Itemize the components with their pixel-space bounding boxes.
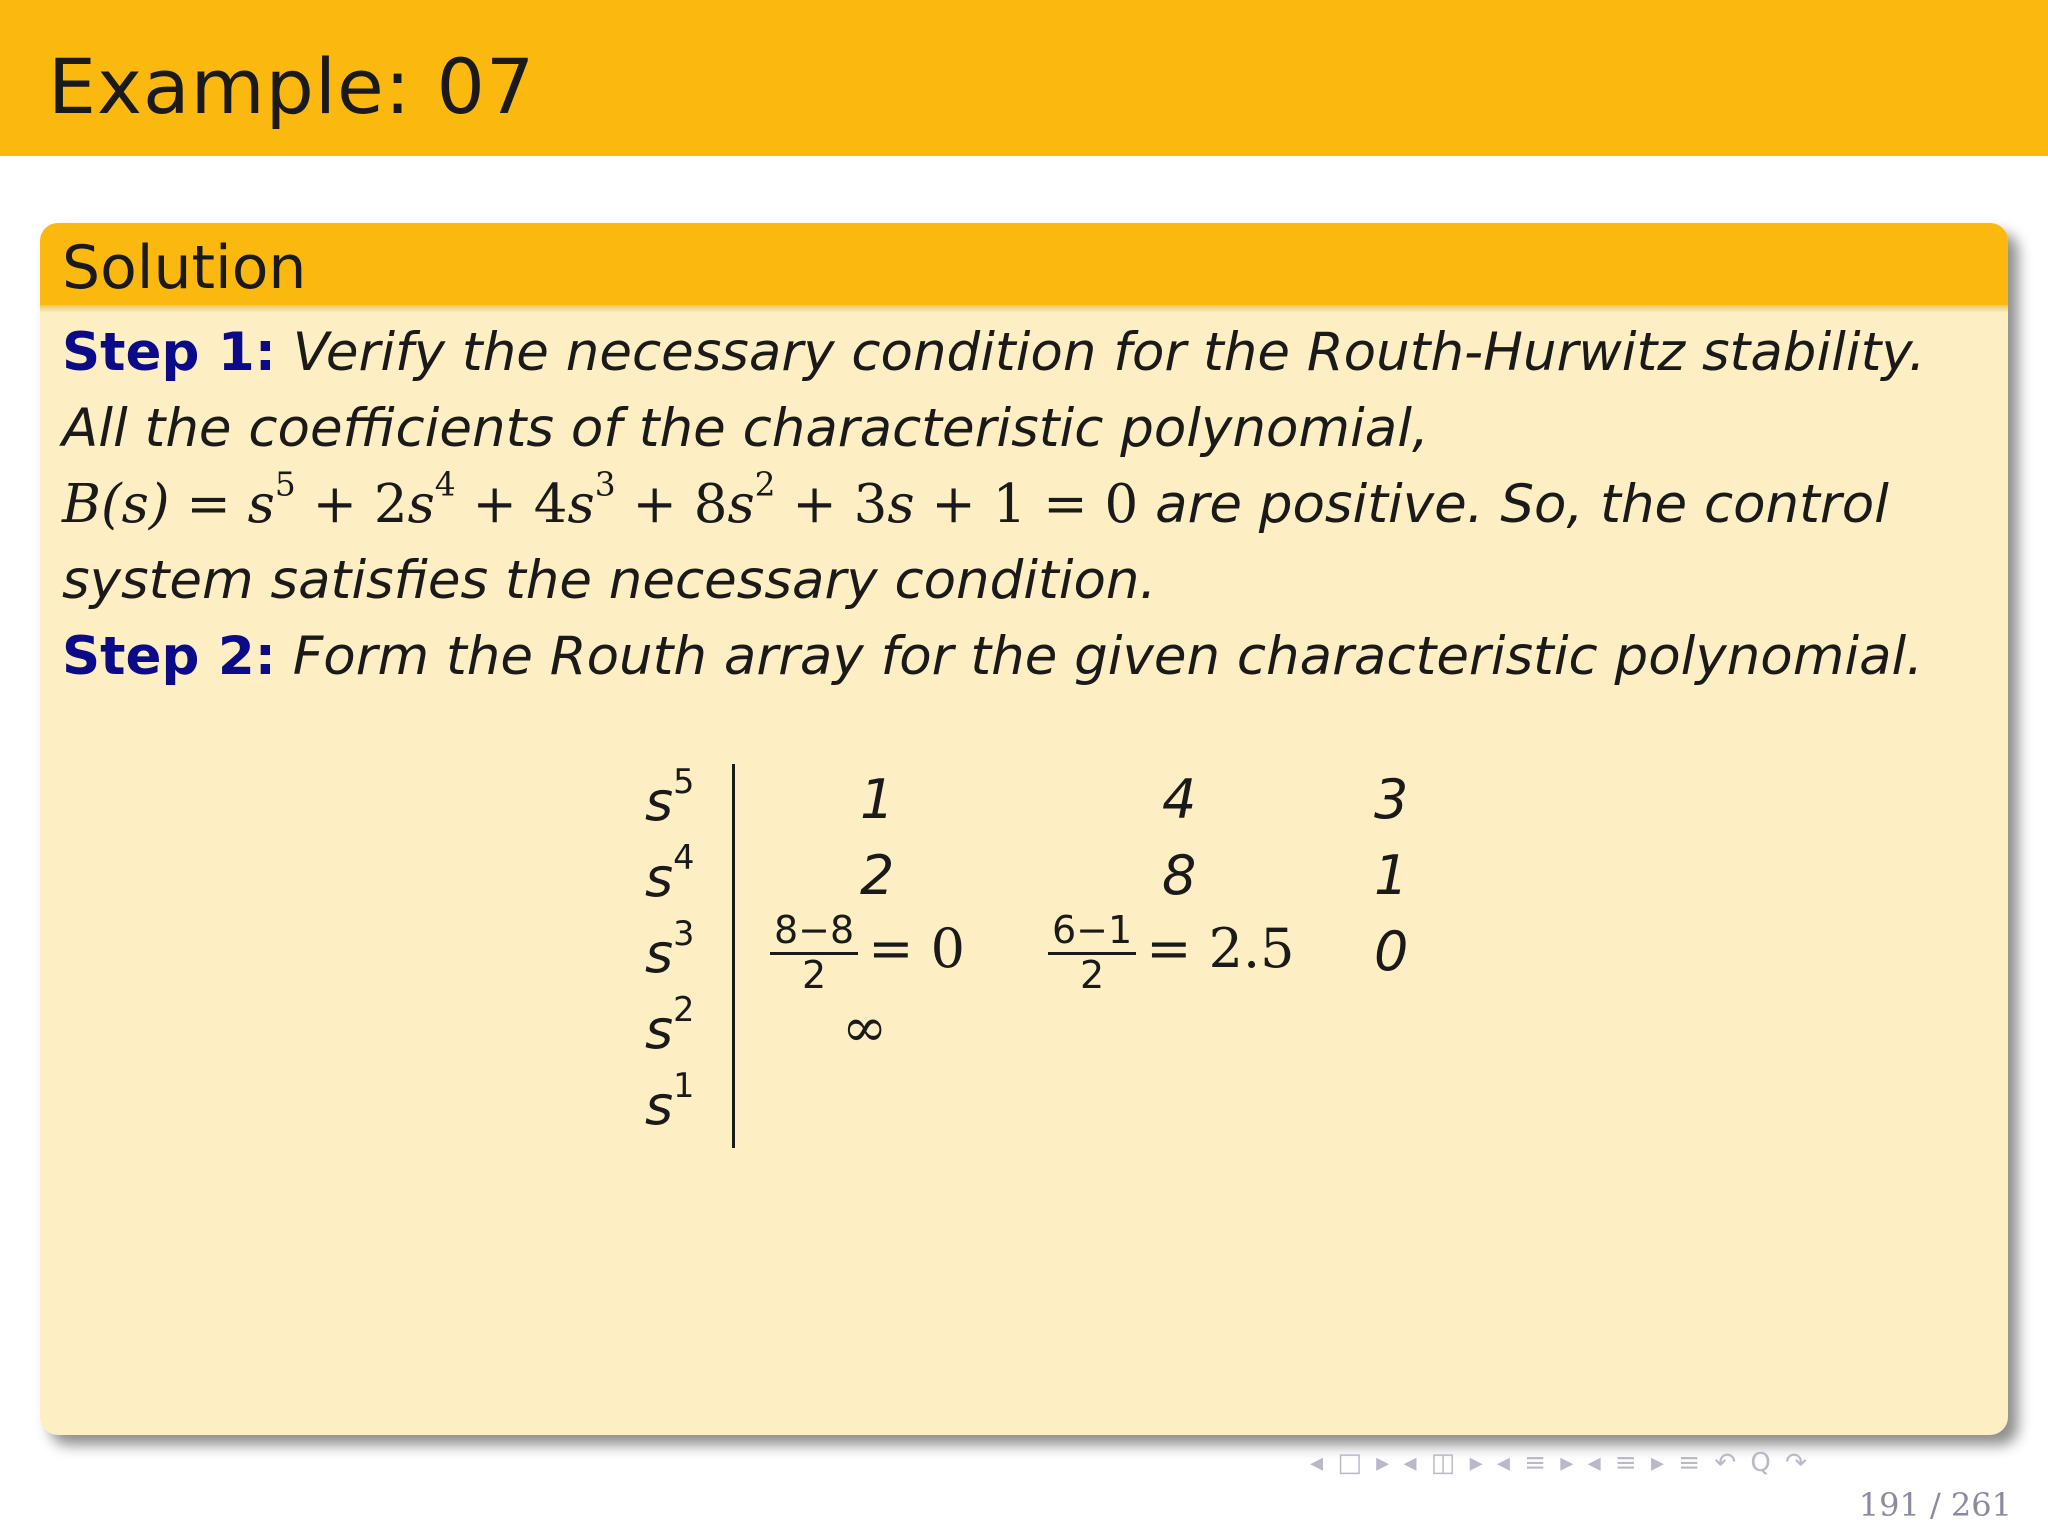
routh-cell: 4	[1162, 768, 1197, 831]
fraction: $\frac{8-8}{2}$	[770, 910, 858, 995]
row-label-s4: $s^4$	[645, 838, 695, 909]
routh-cell: 1	[1374, 844, 1409, 907]
slide-title: Example: 07	[48, 42, 536, 131]
polynomial-conclusion: are positive. So, the control	[1155, 474, 1889, 535]
block-title: Solution	[62, 233, 307, 303]
row-label-s1: $s^1$	[645, 1066, 695, 1137]
step2-line	[62, 619, 1992, 695]
step2-text: Form the Routh array for the given characteristic polynomial.	[292, 626, 1924, 687]
necessary-condition-line: system satisfies the necessary condition.	[62, 550, 1157, 611]
beamer-navigation[interactable]: ◂ □ ▸ ◂ ◫ ▸ ◂ ≡ ▸ ◂ ≡ ▸ ≡ ↶ Q ↷	[1310, 1448, 1810, 1478]
polynomial-equation: $B(s) = s^5 + 2s^4 + 4s^3 + 8s^2 + 3s + 1 = 0$	[62, 464, 1139, 535]
row-label-s3: $s^3$	[645, 914, 695, 985]
block-header	[40, 223, 2008, 305]
routh-cell-fraction-2: $\frac{6-1}{2}$ = 2.5	[1048, 910, 1295, 995]
routh-cell-infinity: ∞	[842, 996, 887, 1059]
routh-divider	[732, 764, 735, 1148]
routh-cell: 3	[1374, 768, 1409, 831]
polynomial-line	[62, 464, 1992, 543]
solution-text	[62, 315, 1992, 695]
step1-label: Step 1:	[62, 322, 276, 383]
page-number: 191 / 261	[1858, 1486, 2012, 1524]
coefficients-line: All the coefficients of the characteristic polynomial,	[62, 398, 1429, 459]
step1-text: Verify the necessary condition for the Routh-Hurwitz stability.	[292, 322, 1926, 383]
routh-cell: 2	[860, 844, 895, 907]
step2-label: Step 2:	[62, 626, 276, 687]
step1-line	[62, 315, 1992, 391]
solution-block	[40, 223, 2008, 1435]
routh-cell: 8	[1162, 844, 1197, 907]
routh-cell: 0	[1374, 920, 1409, 983]
fraction: $\frac{6-1}{2}$	[1048, 910, 1136, 995]
slide-header	[0, 0, 2048, 156]
row-label-s2: $s^2$	[645, 990, 695, 1061]
routh-cell: 1	[860, 768, 895, 831]
routh-cell-fraction-1: $\frac{8-8}{2}$ = 0	[770, 910, 965, 995]
row-label-s5: $s^5$	[645, 762, 695, 833]
polynomial-lhs: B(s)	[62, 474, 170, 535]
